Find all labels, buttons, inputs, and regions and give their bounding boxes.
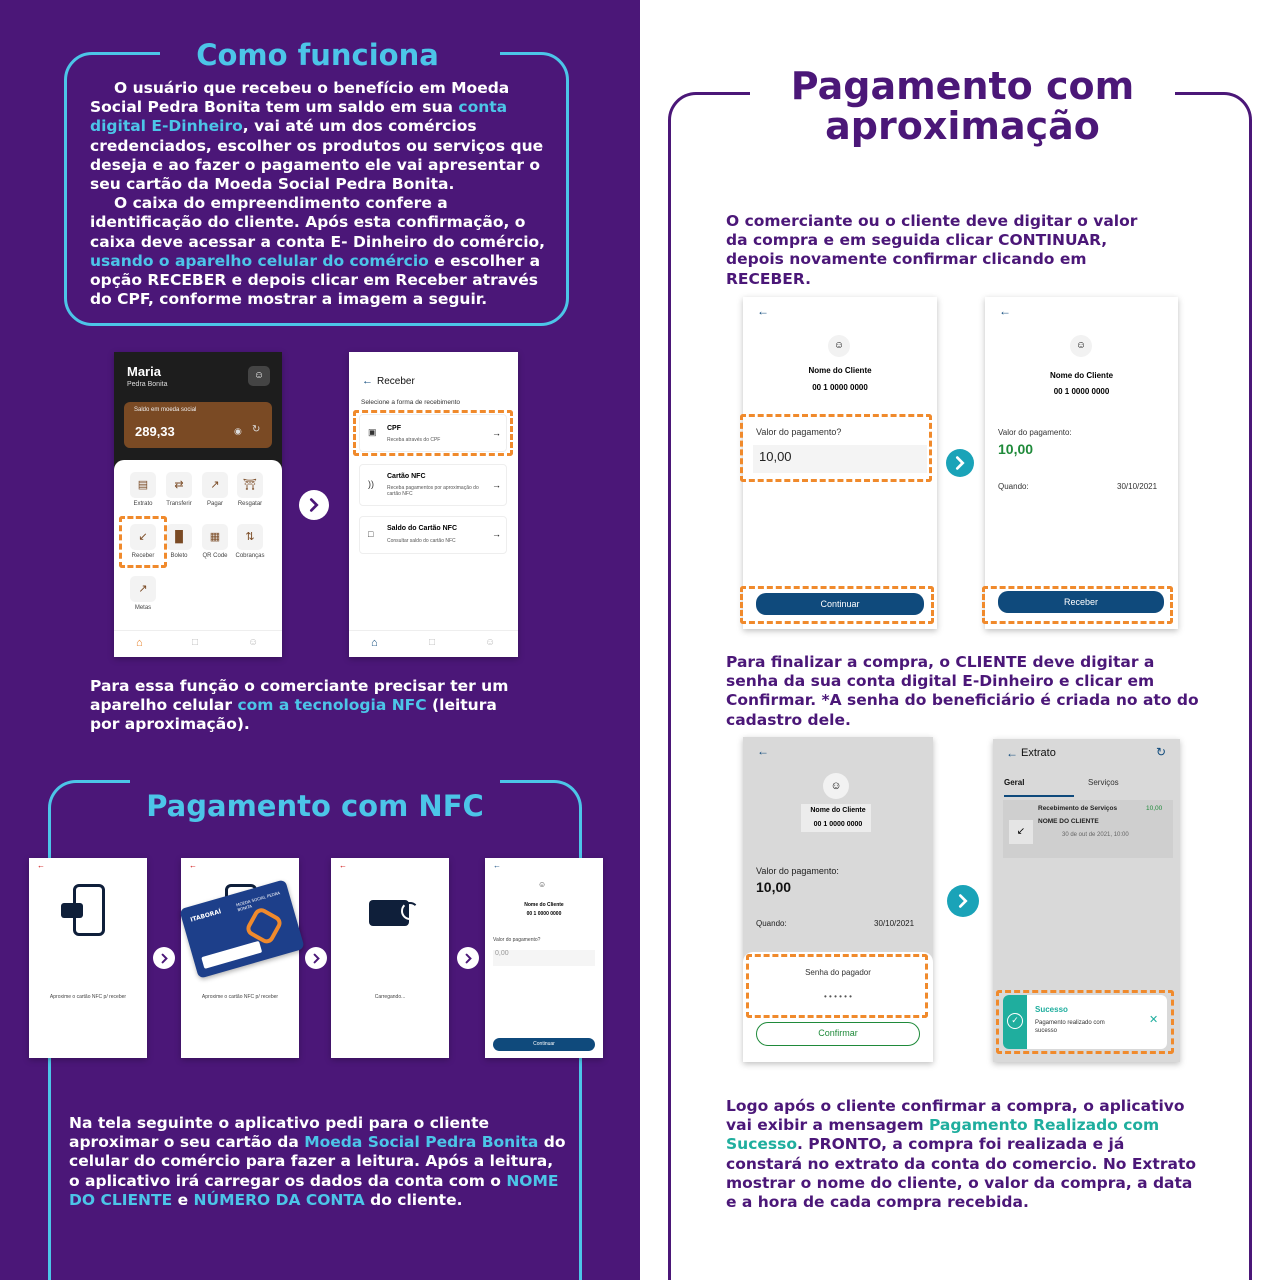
next-arrow-icon: [305, 947, 327, 969]
entry-title: Recebimento de Serviços: [1038, 805, 1118, 812]
back-arrow-icon[interactable]: ←: [1006, 746, 1018, 760]
menu-pagar[interactable]: [200, 472, 230, 507]
continuar-button[interactable]: Continuar: [493, 1038, 595, 1051]
card-sub: MOEDA SOCIAL PEDRA BONITA: [235, 890, 281, 913]
extrato-title: Extrato: [1021, 747, 1056, 759]
close-icon[interactable]: ✕: [1149, 1014, 1159, 1026]
nfc-caption: Aproxime o cartão NFC p/ receber: [49, 994, 127, 1000]
nfc-screen-3: [331, 858, 449, 1058]
refresh-icon[interactable]: ↻: [1156, 745, 1167, 759]
option-desc: Receba através do CPF: [387, 437, 441, 443]
next-arrow-icon: [153, 947, 175, 969]
value-display: 10,00: [756, 879, 792, 895]
menu-boleto[interactable]: [164, 524, 194, 559]
menu-label: Boleto: [170, 553, 188, 559]
value-label: Valor do pagamento:: [998, 428, 1072, 437]
chevron-right-icon: →: [492, 480, 501, 490]
value-label: Valor do pagamento?: [493, 937, 541, 943]
id-card-icon: ▣: [368, 427, 377, 437]
balance-label: Saldo em moeda social: [134, 407, 197, 413]
como-funciona-text: O usuário que recebeu o benefício em Moeda Social Pedra Bonita tem um saldo em sua conta digital E-Dinheiro, vai até um dos comércios credenciados, escolher os produtos ou serviços que deseja e ao fazer o pagamento ele vai apresentar o seu cartão da Moeda Social Pedra Bonita. O caixa do empreendimento confere a identificação do cliente. Após esta confirmação, o caixa deve acessar a conta E- Dinheiro do comércio, usando o aparelho celular do comércio e escolher a opção RECEBER e depois clicar em Receber através do CPF, conforme mostrar a imagem a seguir.: [90, 79, 546, 309]
qrcode-icon: ▦: [202, 524, 228, 550]
password-input[interactable]: • • • • • •: [824, 992, 852, 1001]
client-account: 00 1 0000 0000: [1053, 387, 1110, 396]
next-arrow-icon: [947, 885, 979, 917]
menu-label: Metas: [134, 605, 152, 611]
back-arrow-icon[interactable]: ←: [37, 861, 45, 870]
card-logo: [244, 905, 285, 946]
date-value: 30/10/2021: [1117, 482, 1158, 491]
user-icon: ☺: [1070, 335, 1092, 357]
toast-highlight: [996, 990, 1174, 1054]
cpf-highlight: [353, 410, 513, 456]
chevron-right-icon: →: [492, 428, 501, 438]
next-arrow-icon: [946, 449, 974, 477]
receber-instruction: Selecione a forma de recebimento: [361, 399, 461, 406]
option-saldo[interactable]: [359, 516, 507, 554]
entry-client: NOME DO CLIENTE: [1038, 818, 1099, 825]
nfc-screen-1: [29, 858, 147, 1058]
transfer-icon: ⇄: [166, 472, 192, 498]
menu-extrato[interactable]: [128, 472, 158, 507]
user-icon: ☺: [823, 773, 849, 799]
grid-icon[interactable]: □: [192, 637, 199, 648]
menu-transferir[interactable]: [164, 472, 194, 507]
receber-screen: [349, 352, 518, 657]
next-arrow-icon: [457, 947, 479, 969]
date-label: Quando:: [756, 919, 787, 928]
client-label: Nome do Cliente: [810, 807, 866, 814]
client-label: Nome do Cliente: [1049, 371, 1114, 380]
back-arrow-icon[interactable]: ←: [362, 375, 373, 387]
tab-geral[interactable]: Geral: [1004, 778, 1025, 787]
home-icon[interactable]: ⌂: [136, 637, 143, 649]
user-name: Maria: [127, 364, 161, 379]
menu-cobrancas[interactable]: [235, 524, 265, 559]
back-arrow-icon[interactable]: ←: [999, 304, 1011, 318]
receive-icon: ↙: [1009, 820, 1033, 844]
menu-label: Cobranças: [235, 553, 265, 559]
tab-servicos[interactable]: Serviços: [1088, 778, 1119, 787]
nfc-caption: Aproxime o cartão NFC p/ receber: [201, 994, 279, 1000]
value-label: Valor do pagamento:: [756, 866, 839, 876]
menu-resgatar[interactable]: [235, 472, 265, 507]
extrato-icon: ▤: [130, 472, 156, 498]
home-screen: [114, 352, 282, 657]
menu-qrcode[interactable]: [200, 524, 230, 559]
client-account: 00 1 0000 0000: [526, 911, 562, 917]
menu-label: Extrato: [133, 501, 153, 507]
back-arrow-icon[interactable]: ←: [493, 861, 501, 870]
grid-icon[interactable]: □: [429, 637, 436, 648]
refresh-icon[interactable]: ↻: [252, 424, 261, 435]
date-value: 30/10/2021: [874, 919, 915, 928]
menu-label: Transferir: [166, 501, 192, 507]
aproximacao-title-2: aproximação: [825, 104, 1100, 148]
bank-icon: ⛩: [237, 472, 263, 498]
menu-metas[interactable]: [128, 576, 158, 611]
user-subtitle: Pedra Bonita: [127, 381, 168, 388]
client-account: 00 1 0000 0000: [813, 821, 863, 828]
balance-value: 289,33: [135, 424, 175, 439]
receive-icon: ↙: [130, 524, 156, 550]
bottom-nav: [114, 630, 282, 657]
aproximacao-intro: O comerciante ou o cliente deve digitar o valor da compra e em seguida clicar CONTINUAR, depois novamente confirmar clicando em RECEBER.: [726, 212, 1138, 288]
receber-highlight: [982, 586, 1173, 624]
user-icon[interactable]: ☺: [485, 637, 496, 648]
eye-icon[interactable]: ◉: [234, 426, 242, 436]
aproximacao-title-1: Pagamento com: [790, 64, 1135, 108]
option-title: Cartão NFC: [387, 473, 426, 480]
back-arrow-icon[interactable]: ←: [757, 304, 769, 318]
menu-label: Pagar: [206, 501, 223, 507]
senha-highlight: [746, 954, 928, 1018]
balance-card[interactable]: [124, 402, 272, 448]
date-label: Quando:: [998, 482, 1029, 491]
user-icon: ☺: [538, 880, 547, 889]
receber-title: Receber: [377, 376, 415, 387]
nfc-screen-4: [485, 858, 603, 1058]
continuar-highlight: [740, 586, 934, 624]
finalize-text: Para finalizar a compra, o CLIENTE deve digitar a senha da sua conta digital E-Dinheiro e clicar em Confirmar. *A senha do beneficiário é criada no ato do cadastro dele.: [726, 653, 1199, 729]
scan-icon: □: [368, 529, 374, 539]
frame-gap: [130, 776, 500, 784]
statement-entry[interactable]: [1003, 800, 1173, 858]
entry-date: 30 de out de 2021, 10:00: [1062, 832, 1129, 838]
value-input[interactable]: 0,00: [493, 950, 595, 966]
check-icon: ✓: [1007, 1013, 1023, 1029]
nfc-icon: )): [368, 479, 374, 489]
value-input[interactable]: 10,00: [753, 445, 927, 473]
menu-label: Resgatar: [237, 501, 263, 507]
back-arrow-icon[interactable]: ←: [189, 861, 197, 870]
pay-icon: ↗: [202, 472, 228, 498]
option-desc: Consultar saldo do cartão NFC: [387, 538, 456, 544]
como-funciona-title: Como funciona: [196, 38, 439, 72]
option-title: CPF: [387, 425, 401, 432]
option-nfc[interactable]: [359, 464, 507, 506]
back-arrow-icon[interactable]: ←: [757, 744, 769, 758]
spinner-icon: [401, 902, 419, 920]
outro-text: Logo após o cliente confirmar a compra, o aplicativo vai exibir a mensagem Pagamento Realizado com Sucesso. PRONTO, a compra foi realizada e já constará no extrato da conta do comercio. No Extrato mostrar o nome do cliente, o valor da compra, a data e a hora de cada compra recebida.: [726, 1097, 1197, 1212]
client-label: Nome do Cliente: [808, 366, 872, 375]
value-display: 10,00: [998, 441, 1034, 457]
continuar-button[interactable]: Continuar: [756, 593, 924, 615]
nfc-description: Na tela seguinte o aplicativo pedi para o cliente aproximar o seu cartão da Moeda Social Pedra Bonita do celular do comércio para fazer a leitura. Após a leitura, o aplicativo irá carregar os dados da conta com o NOME DO CLIENTE e NÚMERO DA CONTA do cliente.: [69, 1114, 566, 1209]
password-label: Senha do pagador: [805, 968, 871, 977]
card-icon: [61, 903, 83, 918]
receber-highlight: [119, 516, 167, 568]
back-arrow-icon[interactable]: ←: [339, 861, 347, 870]
bottom-nav: [349, 630, 518, 657]
menu-label: QR Code: [202, 553, 228, 559]
value-label: Valor do pagamento?: [756, 427, 842, 437]
client-label: Nome do Cliente: [524, 902, 564, 908]
toast-title: Sucesso: [1035, 1005, 1068, 1014]
nfc-note: Para essa função o comerciante precisar ter um aparelho celular com a tecnologia NFC (leitura por aproximação).: [90, 677, 509, 734]
tab-underline: [1004, 795, 1074, 797]
option-title: Saldo do Cartão NFC: [387, 525, 458, 532]
user-icon: ☺: [828, 335, 850, 357]
client-account: 00 1 0000 0000: [812, 383, 868, 392]
chart-icon: ↗: [130, 576, 156, 602]
valor-highlight: [740, 414, 932, 482]
charge-icon: ⇅: [237, 524, 263, 550]
entry-value: 10,00: [1146, 805, 1163, 812]
profile-icon[interactable]: ☺: [248, 366, 270, 386]
barcode-icon: █: [166, 524, 192, 550]
menu-label: Receber: [131, 553, 155, 559]
chevron-right-icon: →: [492, 529, 501, 539]
nfc-title: Pagamento com NFC: [146, 789, 484, 823]
toast-message: Pagamento realizado com sucesso: [1035, 1020, 1105, 1034]
home-icon[interactable]: ⌂: [371, 637, 378, 649]
user-icon[interactable]: ☺: [248, 637, 259, 648]
receber-button[interactable]: Receber: [998, 591, 1164, 613]
next-arrow-icon: [299, 490, 329, 520]
confirmar-valor-screen: [985, 297, 1178, 629]
confirmar-button[interactable]: Confirmar: [756, 1022, 920, 1046]
nfc-caption: Carregando...: [374, 994, 406, 1000]
option-desc: Receba pagamentos por aproximação do cartão NFC: [387, 485, 479, 497]
card-brand: ITABORAÍ: [189, 908, 223, 924]
